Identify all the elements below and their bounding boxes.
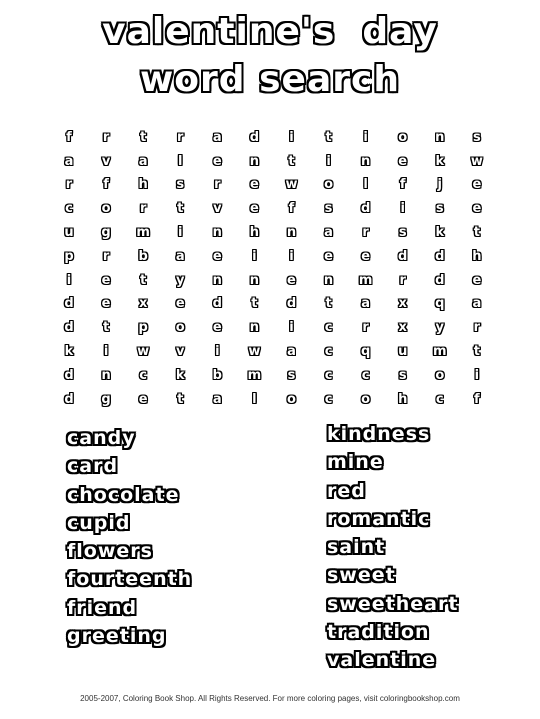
word-list-item: fourteenth <box>67 568 193 591</box>
grid-letter: n <box>360 153 371 169</box>
word-list-right <box>327 420 458 675</box>
grid-letter: m <box>433 344 447 360</box>
grid-letter: l <box>252 391 257 407</box>
grid-letter: i <box>178 225 183 241</box>
grid-letter: i <box>400 201 405 217</box>
grid-letter: n <box>101 367 111 383</box>
grid-letter: w <box>470 153 483 169</box>
grid-letter: n <box>212 272 222 288</box>
grid-letter: a <box>175 248 185 264</box>
grid-letter: c <box>139 367 148 383</box>
grid-letter: e <box>249 201 259 217</box>
grid-letter: o <box>361 391 371 407</box>
grid-letter: d <box>64 391 74 407</box>
word-list-item: sweetheart <box>327 592 459 615</box>
grid-letter: d <box>360 201 371 217</box>
grid-letter: h <box>398 391 408 407</box>
grid-letter: a <box>287 344 296 360</box>
grid-letter: c <box>65 201 73 217</box>
grid-letter: o <box>101 201 111 217</box>
grid-letter: u <box>398 344 408 360</box>
word-list-item: card <box>67 455 119 478</box>
grid-letter: t <box>473 344 480 360</box>
grid-letter: t <box>325 296 332 312</box>
grid-letter: r <box>102 248 110 264</box>
grid-letter: e <box>175 296 185 312</box>
grid-row <box>57 388 489 412</box>
word-list-left <box>67 424 192 650</box>
grid-row <box>57 340 489 364</box>
grid-letter: e <box>101 272 111 288</box>
grid-letter: e <box>212 248 222 264</box>
grid-letter: i <box>252 248 257 264</box>
grid-letter: f <box>288 201 295 217</box>
grid-letter: s <box>176 177 185 193</box>
grid-letter: d <box>249 129 260 145</box>
grid-letter: a <box>324 225 333 241</box>
grid-letter: f <box>103 177 109 193</box>
grid-letter: m <box>136 225 150 241</box>
grid-letter: e <box>398 153 408 169</box>
grid-letter: k <box>64 344 74 360</box>
grid-letter: w <box>285 177 298 193</box>
grid-letter: y <box>435 320 445 336</box>
grid-letter: b <box>212 367 222 383</box>
grid-letter: j <box>437 177 443 193</box>
grid-letter: k <box>175 367 185 383</box>
grid-letter: e <box>138 391 148 407</box>
word-list-item: flowers <box>67 540 153 563</box>
grid-letter: i <box>103 344 109 360</box>
grid-letter: e <box>472 177 482 193</box>
grid-letter: v <box>213 201 222 217</box>
word-list-item: saint <box>327 536 386 559</box>
word-list-item: valentine <box>327 649 437 672</box>
grid-letter: h <box>472 248 482 264</box>
grid-letter: i <box>215 344 220 360</box>
grid-row <box>57 269 489 293</box>
word-list-item: chocolate <box>67 483 180 506</box>
grid-letter: d <box>212 296 222 312</box>
word-list-item: candy <box>67 427 136 449</box>
grid-letter: t <box>473 225 480 241</box>
grid-letter: s <box>398 367 407 383</box>
grid-letter: d <box>64 367 74 383</box>
grid-letter: e <box>472 201 482 217</box>
grid-letter: k <box>435 153 445 169</box>
grid-letter: f <box>474 391 480 407</box>
grid-letter: c <box>361 367 370 383</box>
grid-letter: q <box>435 296 445 312</box>
grid-letter: s <box>435 201 444 217</box>
grid-row <box>57 150 489 174</box>
copyright-footer: 2005-2007, Coloring Book Shop. All Rights Reserved. For more coloring pages, visit coloringbookshop.com <box>80 694 460 703</box>
grid-letter: s <box>287 367 296 383</box>
grid-letter: i <box>363 129 368 145</box>
grid-letter: d <box>435 248 445 264</box>
grid-letter: n <box>323 272 334 288</box>
grid-letter: n <box>249 272 260 288</box>
grid-letter: t <box>288 153 295 169</box>
grid-letter: i <box>326 153 331 169</box>
grid-letter: f <box>66 129 72 145</box>
grid-letter: d <box>64 296 74 312</box>
grid-letter: a <box>212 391 222 407</box>
grid-letter: a <box>138 153 148 169</box>
grid-letter: e <box>361 248 371 264</box>
grid-letter: l <box>178 153 183 169</box>
word-list-item: kindness <box>327 423 431 445</box>
grid-letter: t <box>251 296 258 312</box>
grid-letter: a <box>64 153 74 169</box>
grid-letter: p <box>138 320 148 336</box>
grid-row <box>57 245 489 269</box>
grid-letter: w <box>248 344 261 360</box>
grid-letter: c <box>324 320 333 336</box>
grid-letter: i <box>289 320 294 336</box>
grid-letter: k <box>435 225 445 241</box>
grid-letter: m <box>358 272 373 288</box>
grid-letter: t <box>140 272 147 288</box>
grid-letter: t <box>177 201 184 217</box>
grid-letter: n <box>249 320 260 336</box>
grid-letter: c <box>324 367 333 383</box>
word-list-item: tradition <box>327 621 430 644</box>
grid-letter: b <box>138 248 148 264</box>
grid-letter: r <box>362 320 369 336</box>
grid-letter: x <box>398 296 407 312</box>
grid-letter: n <box>249 153 260 169</box>
grid-row <box>57 221 489 245</box>
grid-letter: r <box>473 320 481 336</box>
grid-row <box>57 197 489 221</box>
grid-letter: u <box>64 225 74 241</box>
grid-letter: l <box>363 177 368 193</box>
grid-letter: w <box>137 344 150 360</box>
grid-letter: v <box>175 344 185 360</box>
grid-row <box>57 126 489 150</box>
word-list-item: cupid <box>67 511 131 534</box>
grid-letter: h <box>249 225 260 241</box>
grid-letter: a <box>361 296 371 312</box>
grid-letter: t <box>177 391 184 407</box>
title-line-2: word search <box>140 59 400 100</box>
grid-letter: c <box>324 391 333 407</box>
grid-row <box>57 316 489 340</box>
grid-letter: q <box>360 344 371 360</box>
grid-row <box>57 364 489 388</box>
grid-letter: c <box>435 391 444 407</box>
grid-letter: n <box>212 225 222 241</box>
grid-row <box>57 293 489 317</box>
grid-letter: n <box>286 225 297 241</box>
grid-letter: d <box>435 272 445 288</box>
grid-letter: t <box>140 129 147 145</box>
grid-letter: o <box>324 177 334 193</box>
grid-letter: o <box>398 129 408 145</box>
grid-letter: o <box>287 391 296 407</box>
grid-letter: e <box>472 272 482 288</box>
grid-letter: g <box>101 391 111 407</box>
grid-letter: t <box>325 129 332 145</box>
grid-letter: e <box>101 296 111 312</box>
grid-letter: s <box>324 201 333 217</box>
grid-letter: f <box>399 177 406 193</box>
grid-letter: r <box>362 225 369 241</box>
grid-letter: d <box>398 248 408 264</box>
grid-letter: n <box>435 129 445 145</box>
letter-grid <box>57 126 489 412</box>
grid-letter: s <box>398 225 407 241</box>
grid-letter: e <box>324 248 333 264</box>
grid-letter: c <box>324 344 333 360</box>
grid-letter: o <box>175 320 185 336</box>
grid-letter: d <box>64 320 74 336</box>
grid-letter: r <box>177 129 184 145</box>
grid-letter: g <box>101 225 111 241</box>
grid-letter: s <box>472 129 481 145</box>
grid-letter: i <box>66 272 72 288</box>
grid-letter: o <box>435 367 445 383</box>
grid-letter: i <box>474 367 480 383</box>
grid-letter: r <box>139 201 147 217</box>
grid-letter: p <box>64 248 74 264</box>
title-line-1: valentine's day <box>102 11 438 52</box>
grid-letter: e <box>212 320 222 336</box>
word-list-item: romantic <box>327 507 431 530</box>
word-list-item: greeting <box>67 625 167 648</box>
word-list-item: friend <box>67 596 138 619</box>
grid-letter: r <box>214 177 221 193</box>
grid-letter: x <box>138 296 148 312</box>
grid-letter: r <box>399 272 406 288</box>
word-list-item: sweet <box>327 564 396 587</box>
word-list-item: red <box>327 479 366 502</box>
grid-letter: a <box>212 129 222 145</box>
grid-letter: h <box>138 177 148 193</box>
grid-letter: r <box>65 177 73 193</box>
grid-letter: e <box>249 177 259 193</box>
grid-letter: e <box>287 272 296 288</box>
grid-letter: e <box>212 153 222 169</box>
grid-letter: x <box>398 320 407 336</box>
grid-letter: t <box>102 320 110 336</box>
grid-row <box>57 174 489 198</box>
grid-letter: y <box>175 272 185 288</box>
word-list-item: mine <box>327 451 384 474</box>
grid-letter: m <box>247 367 262 383</box>
grid-letter: v <box>101 153 111 169</box>
grid-letter: i <box>289 129 294 145</box>
grid-letter: r <box>102 129 110 145</box>
grid-letter: a <box>472 296 482 312</box>
grid-letter: d <box>286 296 297 312</box>
grid-letter: i <box>289 248 294 264</box>
